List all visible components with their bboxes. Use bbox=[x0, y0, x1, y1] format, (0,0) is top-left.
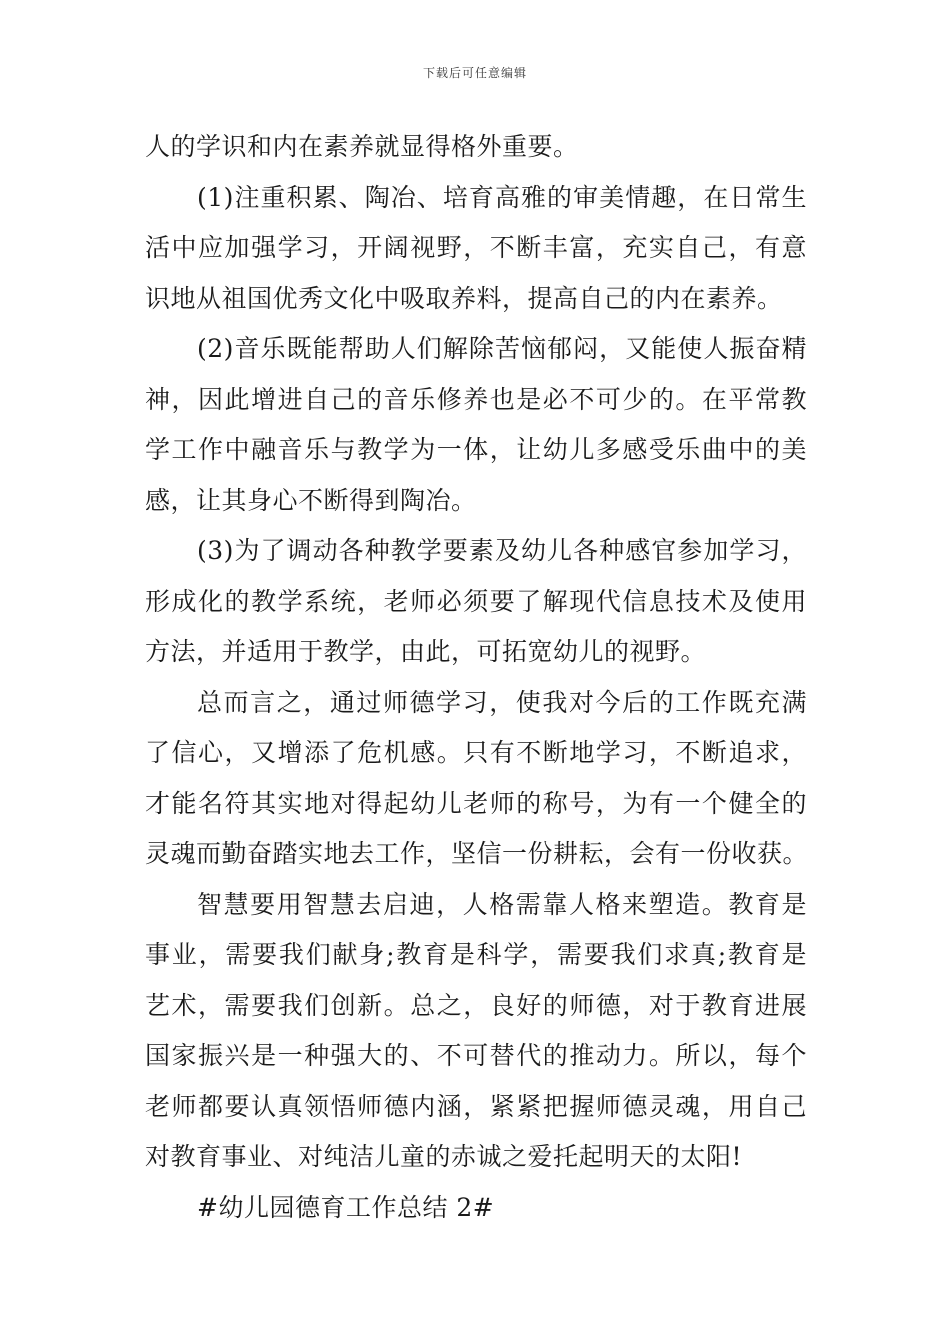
document-body bbox=[145, 122, 807, 1233]
text-line: 识地从祖国优秀文化中吸取养料，提高自己的内在素养。 bbox=[145, 283, 783, 313]
text-line: 事业，需要我们献身;教育是科学，需要我们求真;教育是 bbox=[145, 940, 807, 969]
text-line: 总而言之，通过师德学习，使我对今后的工作既充满 bbox=[197, 687, 807, 717]
text-line: 感，让其身心不断得到陶冶。 bbox=[145, 485, 477, 515]
text-line: 形成化的教学系统，老师必须要了解现代信息技术及使用 bbox=[145, 586, 807, 616]
text-line: 才能名符其实地对得起幼儿老师的称号，为有一个健全的 bbox=[145, 788, 807, 818]
text-line: 智慧要用智慧去启迪，人格需靠人格来塑造。教育是 bbox=[197, 889, 807, 919]
text-line: 灵魂而勤奋踏实地去工作，坚信一份耕耘，会有一份收获。 bbox=[145, 839, 809, 868]
text-line: 国家振兴是一种强大的、不可替代的推动力。所以，每个 bbox=[145, 1041, 807, 1070]
text-line: 老师都要认真领悟师德内涵，紧紧把握师德灵魂，用自己 bbox=[145, 1091, 807, 1121]
page-header: 下载后可任意编辑 bbox=[422, 66, 527, 80]
text-line: 学工作中融音乐与教学为一体，让幼儿多感受乐曲中的美 bbox=[145, 435, 807, 464]
text-line: 了信心，又增添了危机感。只有不断地学习，不断追求， bbox=[145, 738, 807, 767]
text-line: (2)音乐既能帮助人们解除苦恼郁闷，又能使人振奋精 bbox=[197, 334, 807, 363]
text-line: 人的学识和内在素养就显得格外重要。 bbox=[145, 132, 579, 161]
text-line: 对教育事业、对纯洁儿童的赤诚之爱托起明天的太阳! bbox=[145, 1142, 743, 1171]
text-line: 艺术，需要我们创新。总之，良好的师德，对于教育进展 bbox=[145, 990, 807, 1020]
text-line: (1)注重积累、陶冶、培育高雅的审美情趣，在日常生 bbox=[197, 182, 807, 212]
text-line: 活中应加强学习，开阔视野，不断丰富，充实自己，有意 bbox=[145, 233, 807, 262]
text-line: 方法，并适用于教学，由此，可拓宽幼儿的视野。 bbox=[145, 637, 707, 666]
text-line: 神，因此增进自己的音乐修养也是必不可少的。在平常教 bbox=[145, 384, 807, 414]
text-line: (3)为了调动各种教学要素及幼儿各种感官参加学习， bbox=[197, 536, 807, 565]
section-heading: #幼儿园德育工作总结 2# bbox=[197, 1192, 495, 1222]
